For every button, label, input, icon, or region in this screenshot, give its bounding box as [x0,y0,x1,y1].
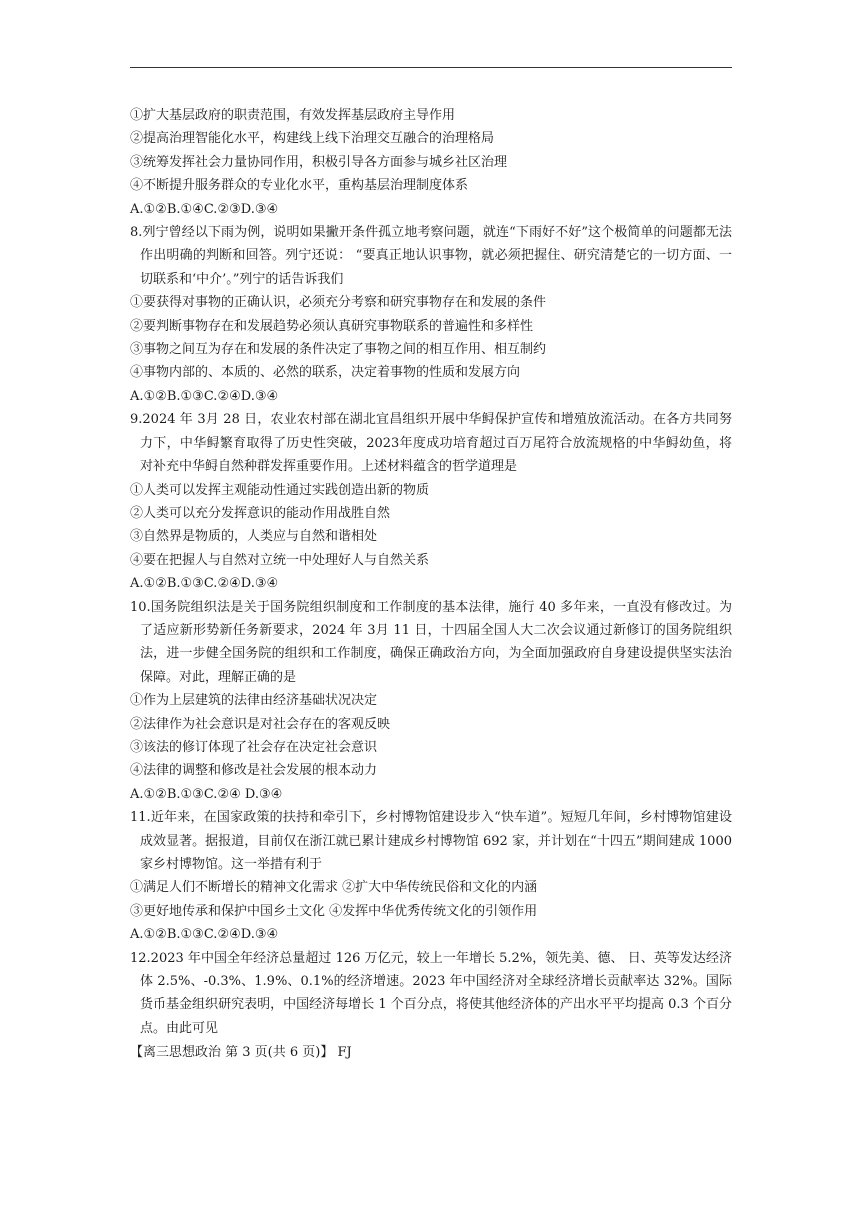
option-2: ②提高治理智能化水平，构建线上线下治理交互融合的治理格局 [130,131,495,147]
question-7-continuation [130,104,732,221]
answer-choices: A.①②B.①③C.②④D.③④ [130,927,279,943]
answer-choices: A.①②B.①④C.②③D.③④ [130,201,279,217]
header-rule [130,67,732,68]
option-2: ②人类可以充分发挥意识的能动作用战胜自然 [130,505,391,521]
option-row-1: ①满足人们不断增长的精神文化需求 ②扩大中华传统民俗和文化的内涵 [130,880,538,896]
page-footer: 【离三思想政治 第 3 页(共 6 页)】 FJ [130,1045,352,1060]
question-8 [130,221,732,408]
option-4: ④法律的调整和修改是社会发展的根本动力 [130,763,378,779]
answer-choices: A.①②B.①③C.②④D.③④ [130,576,279,592]
option-1: ①要获得对事物的正确认识，必须充分考察和研究事物存在和发展的条件 [130,295,547,311]
option-2: ②要判断事物存在和发展趋势必须认真研究事物联系的普遍性和多样性 [130,318,534,334]
question-10 [130,596,732,807]
question-stem: 8.列宁曾经以下雨为例，说明如果撇开条件孤立地考察问题，就连“下雨好不好”这个极简单的问题都无法作出明确的判断和回答。列宁还说： “要真正地认识事物，就必须把握住、研究清楚它的一切方面、一切联系和‘中介’。”列宁的话告诉我们 [130,225,732,287]
question-12 [130,947,732,1041]
option-1: ①扩大基层政府的职责范围，有效发挥基层政府主导作用 [130,108,456,123]
question-11 [130,806,732,946]
option-3: ③事物之间互为存在和发展的条件决定了事物之间的相互作用、相互制约 [130,342,547,358]
option-4: ④不断提升服务群众的专业化水平，重构基层治理制度体系 [130,178,469,194]
question-9 [130,408,732,595]
option-1: ①作为上层建筑的法律由经济基础状况决定 [130,693,378,709]
option-4: ④要在把握人与自然对立统一中处理好人与自然关系 [130,552,430,568]
option-3: ③该法的修订体现了社会存在决定社会意识 [130,739,378,755]
option-1: ①人类可以发挥主观能动性通过实践创造出新的物质 [130,482,430,498]
question-stem: 10.国务院组织法是关于国务院组织制度和工作制度的基本法律，施行 40 多年来，一直没有修改过。为了适应新形势新任务新要求，2024 年 3月 11 日，十四届全国人大二次会议通过新修订的国务院组织法，进一步健全国务院的组织和工作制度，确保正确政治方向，为全面加强政府自身建设提供坚实法治保障。对此，理解正确的是 [130,599,732,685]
option-row-2: ③更好地传承和保护中国乡土文化 ④发挥中华优秀传统文化的引领作用 [130,903,538,919]
question-stem: 11.近年来，在国家政策的扶持和牵引下，乡村博物馆建设步入“快车道”。短短几年间，乡村博物馆建设成效显著。据报道，目前仅在浙江就已累计建成乡村博物馆 692 家，并计划在“十四五”期间建成 1000 家乡村博物馆。这一举措有利于 [130,810,732,872]
option-3: ③自然界是物质的，人类应与自然和谐相处 [130,529,378,545]
page-content [130,104,732,1040]
option-3: ③统筹发挥社会力量协同作用，积极引导各方面参与城乡社区治理 [130,154,508,170]
question-stem: 12.2023 年中国全年经济总量超过 126 万亿元，较上一年增长 5.2%，领先美、德、 日、英等发达经济体 2.5%、-0.3%、1.9%、0.1%的经济增速。2023 年中国经济对全球经济增长贡献率达 32%。国际货币基金组织研究表明，中国经济每增长 1 个百分点，将使其他经济体的产出水平平均提高 0.3 个百分点。由此可见 [130,950,732,1036]
answer-choices: A.①②B.①③C.②④ D.③④ [130,786,283,802]
option-2: ②法律作为社会意识是对社会存在的客观反映 [130,716,391,732]
answer-choices: A.①②B.①③C.②④D.③④ [130,388,279,404]
option-4: ④事物内部的、本质的、必然的联系，决定着事物的性质和发展方向 [130,365,521,381]
question-stem: 9.2024 年 3月 28 日，农业农村部在湖北宜昌组织开展中华鲟保护宣传和增殖放流活动。在各方共同努力下，中华鲟繁育取得了历史性突破，2023年度成功培育超过百万尾符合放流规格的中华鲟幼鱼，将对补充中华鲟自然种群发挥重要作用。上述材料蕴含的哲学道理是 [130,412,732,475]
